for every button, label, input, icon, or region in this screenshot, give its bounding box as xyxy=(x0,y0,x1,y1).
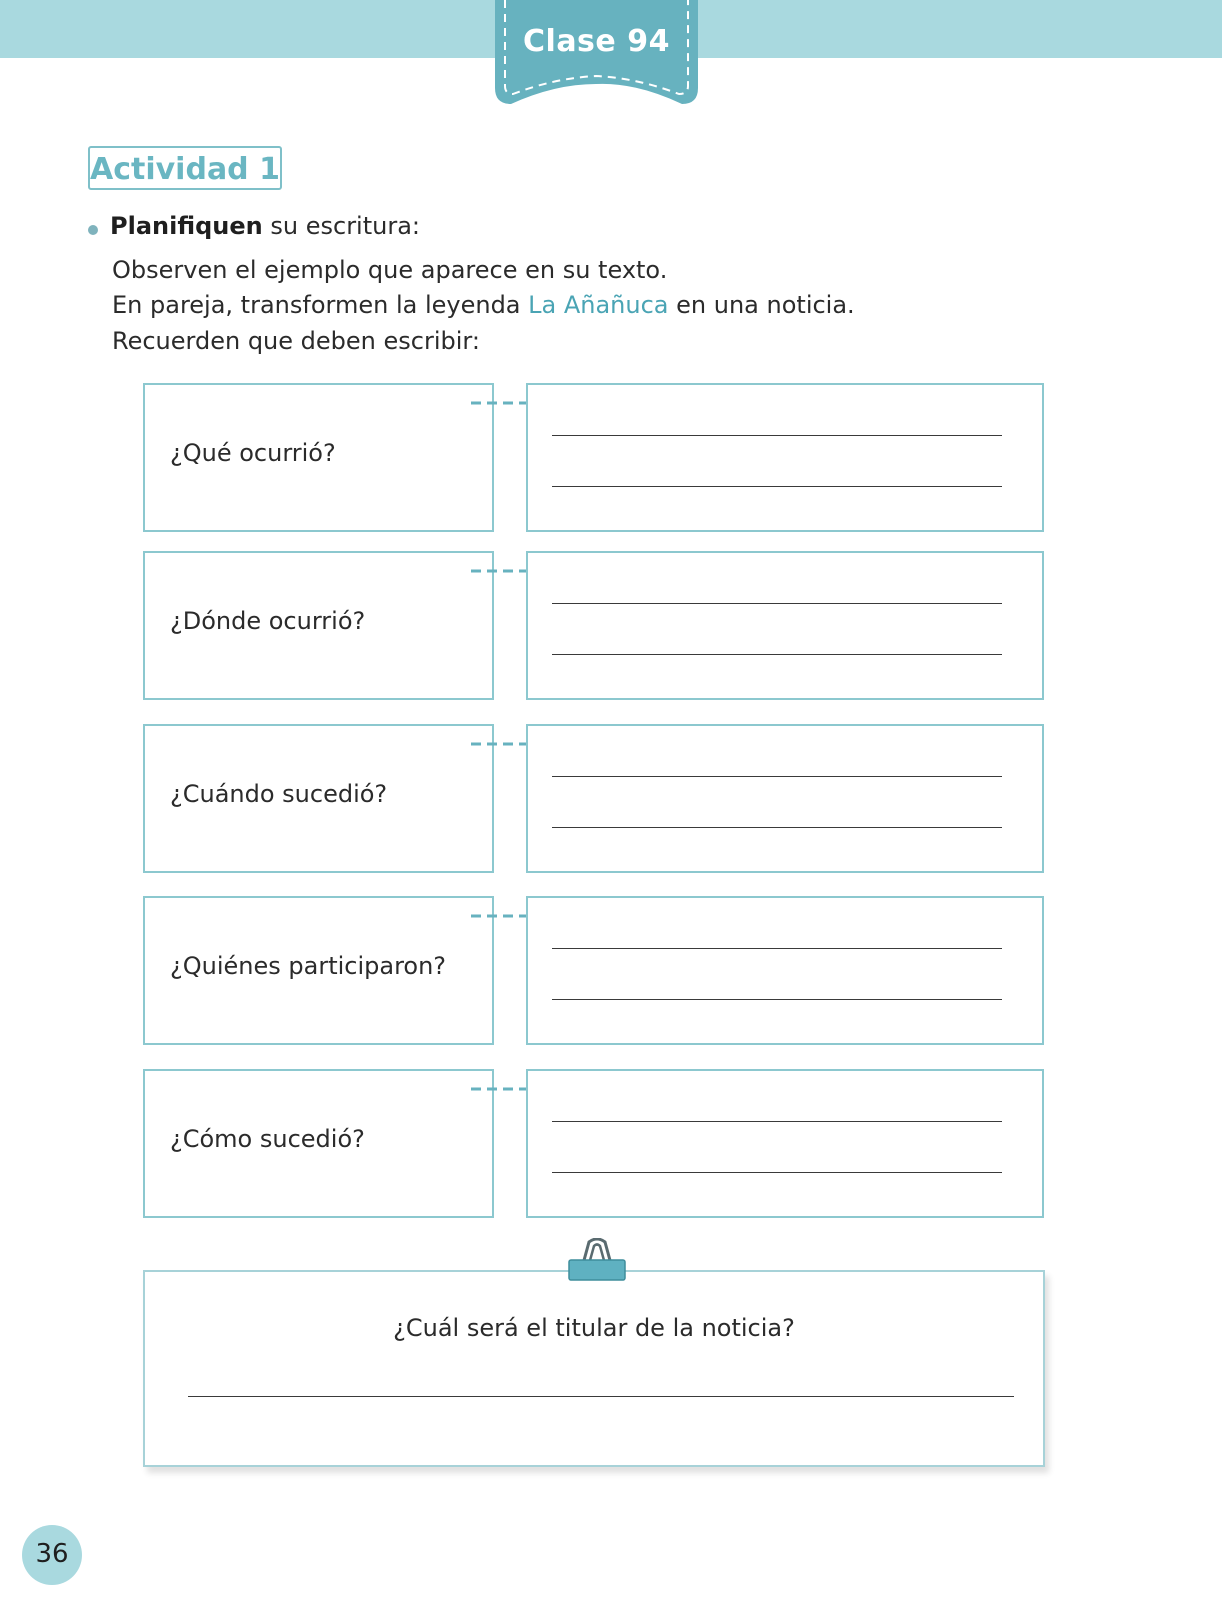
question-box xyxy=(143,551,494,700)
answer-box[interactable] xyxy=(526,724,1044,873)
headline-card xyxy=(143,1270,1045,1467)
paragraph-line-3: Recuerden que deben escribir: xyxy=(112,327,480,355)
bullet-icon xyxy=(88,225,98,235)
class-tab xyxy=(495,0,698,108)
answer-line[interactable] xyxy=(552,603,1002,604)
paragraph-line-2-pre: En pareja, transformen la leyenda xyxy=(112,291,529,319)
question-label: ¿Quiénes participaron? xyxy=(170,952,447,980)
page-number: 36 xyxy=(35,1539,69,1569)
question-label: ¿Dónde ocurrió? xyxy=(170,607,366,635)
headline-question: ¿Cuál será el titular de la noticia? xyxy=(393,1314,795,1342)
answer-line[interactable] xyxy=(552,654,1002,655)
question-label: ¿Qué ocurrió? xyxy=(170,439,336,467)
instruction xyxy=(110,212,420,240)
answer-box[interactable] xyxy=(526,383,1044,532)
question-box xyxy=(143,896,494,1045)
instruction-rest: su escritura: xyxy=(262,212,421,240)
answer-line[interactable] xyxy=(552,1172,1002,1173)
binder-clip-icon xyxy=(567,1238,627,1284)
answer-line[interactable] xyxy=(552,827,1002,828)
class-title: Clase 94 xyxy=(523,24,670,59)
answer-line[interactable] xyxy=(552,776,1002,777)
answer-box[interactable] xyxy=(526,1069,1044,1218)
answer-box[interactable] xyxy=(526,551,1044,700)
answer-line[interactable] xyxy=(552,948,1002,949)
answer-line[interactable] xyxy=(552,999,1002,1000)
question-box xyxy=(143,383,494,532)
activity-heading xyxy=(88,146,282,190)
headline-answer-line[interactable] xyxy=(188,1396,1014,1397)
paragraph-line-1: Observen el ejemplo que aparece en su texto. xyxy=(112,256,668,284)
answer-line[interactable] xyxy=(552,486,1002,487)
answer-box[interactable] xyxy=(526,896,1044,1045)
instruction-bold: Planifiquen xyxy=(110,212,263,240)
question-box xyxy=(143,724,494,873)
paragraph-line-2 xyxy=(112,291,855,319)
page-number-badge xyxy=(22,1525,82,1585)
question-label: ¿Cómo sucedió? xyxy=(170,1125,365,1153)
question-label: ¿Cuándo sucedió? xyxy=(170,780,388,808)
legend-title: La Añañuca xyxy=(528,291,669,319)
activity-title: Actividad 1 xyxy=(90,152,280,187)
paragraph-line-2-post: en una noticia. xyxy=(668,291,855,319)
answer-line[interactable] xyxy=(552,1121,1002,1122)
answer-line[interactable] xyxy=(552,435,1002,436)
question-box xyxy=(143,1069,494,1218)
